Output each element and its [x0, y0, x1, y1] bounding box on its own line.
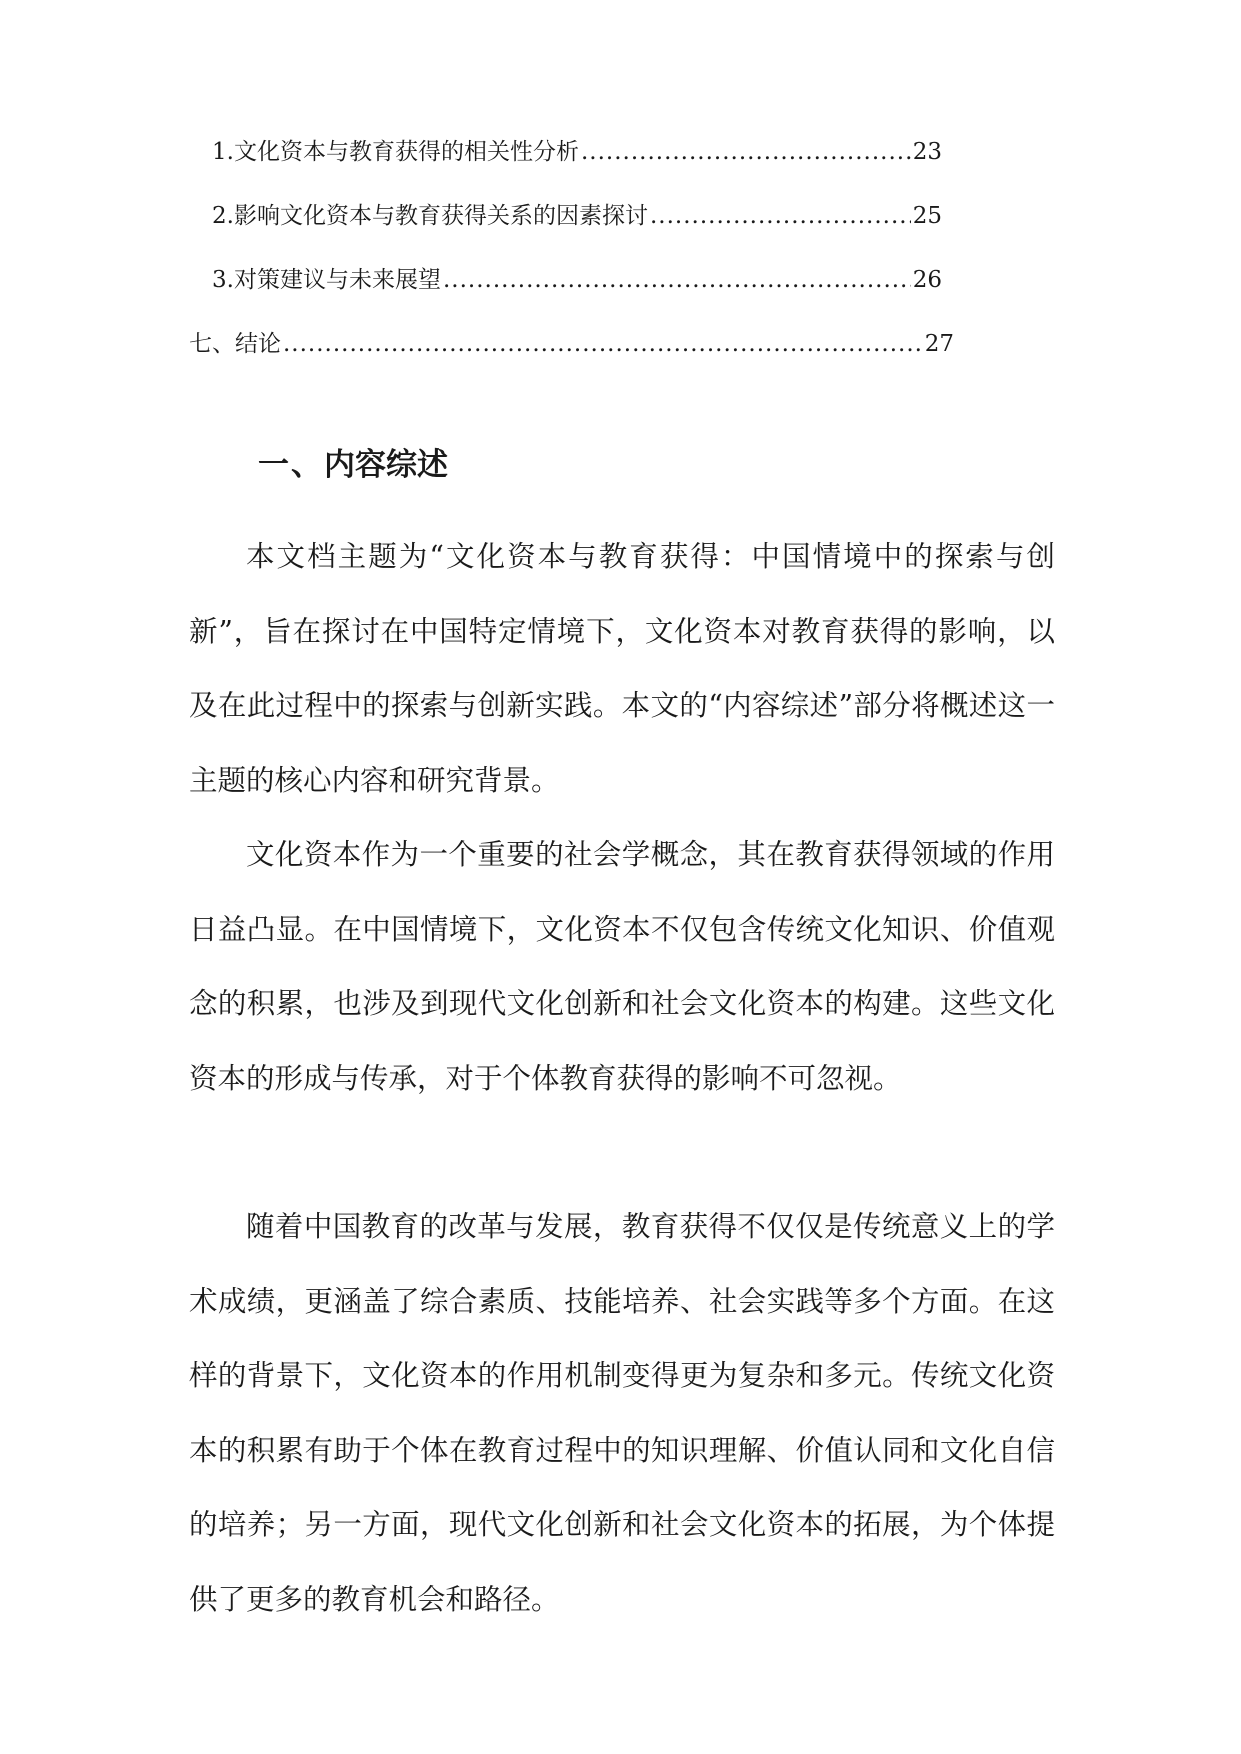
toc-entry-title: 影响文化资本与教育获得关系的因素探讨 — [233, 203, 648, 229]
section-title: 内容综述 — [324, 447, 448, 483]
toc-entry[interactable] — [212, 132, 942, 172]
section-number: 一 — [258, 447, 289, 483]
section-separator: 、 — [291, 447, 322, 483]
toc-entry-page: 25 — [912, 203, 942, 229]
toc-entry-title: 文化资本与教育获得的相关性分析 — [233, 139, 579, 165]
toc-entry-page: 26 — [912, 267, 942, 293]
toc-entry-number: 3. — [212, 267, 234, 293]
toc-leader-dots — [283, 324, 923, 364]
body-paragraph: 文化资本作为一个重要的社会学概念，其在教育获得领域的作用日益凸显。在中国情境下，文化资本不仅包含传统文化知识、价值观念的积累，也涉及到现代文化创新和社会文化资本的构建。这些文化资本的形成与传承，对于个体教育获得的影响不可忽视。 — [189, 838, 1055, 1095]
toc-leader-dots — [650, 196, 911, 236]
toc-entry-page: 23 — [912, 139, 942, 165]
toc-entry-chapter[interactable] — [189, 324, 954, 364]
toc-entry-number: 1. — [212, 139, 234, 165]
toc-entry[interactable] — [212, 260, 942, 300]
toc-entry[interactable] — [212, 196, 942, 236]
toc-leader-dots — [581, 132, 911, 172]
toc-entry-title: 七、结论 — [189, 331, 281, 357]
toc-leader-dots — [443, 260, 911, 300]
toc-entry-number: 2. — [212, 203, 234, 229]
body-paragraph: 随着中国教育的改革与发展，教育获得不仅仅是传统意义上的学术成绩，更涵盖了综合素质、技能培养、社会实践等多个方面。在这样的背景下，文化资本的作用机制变得更为复杂和多元。传统文化资本的积累有助于个体在教育过程中的知识理解、价值认同和文化自信的培养；另一方面，现代文化创新和社会文化资本的拓展，为个体提供了更多的教育机会和路径。 — [189, 1210, 1055, 1616]
toc-entry-page: 27 — [924, 331, 954, 357]
toc-entry-title: 对策建议与未来展望 — [233, 267, 441, 293]
body-paragraph: 本文档主题为“文化资本与教育获得：中国情境中的探索与创新”，旨在探讨在中国特定情境下，文化资本对教育获得的影响，以及在此过程中的探索与创新实践。本文的“内容综述”部分将概述这一主题的核心内容和研究背景。 — [189, 540, 1055, 797]
section-heading — [258, 440, 448, 490]
